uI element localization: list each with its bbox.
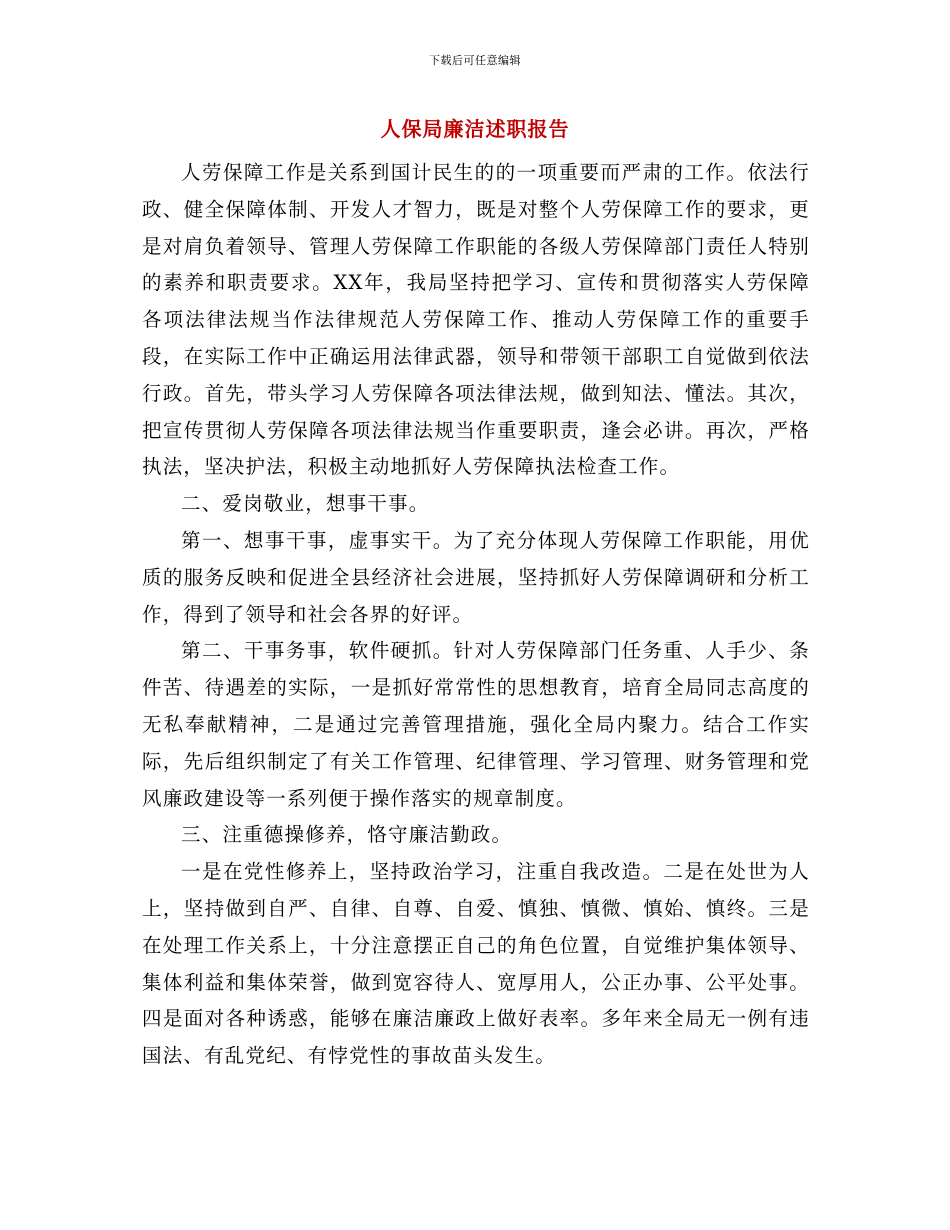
- paragraph: 第一、想事干事，虚事实干。为了充分体现人劳保障工作职能，用优质的服务反映和促进全县经济社会进展，坚持抓好人劳保障调研和分析工作，得到了领导和社会各界的好评。: [142, 528, 810, 626]
- paragraph: 第二、干事务事，软件硬抓。针对人劳保障部门任务重、人手少、条件苦、待遇差的实际，一是抓好常常性的思想教育，培育全局同志高度的无私奉献精神，二是通过完善管理措施，强化全局内聚力。结合工作实际，先后组织制定了有关工作管理、纪律管理、学习管理、财务管理和党风廉政建设等一系列便于操作落实的规章制度。: [142, 639, 810, 810]
- section-heading: 二、爱岗敬业，想事干事。: [181, 492, 430, 516]
- document-title: 人保局廉洁述职报告: [380, 117, 570, 141]
- paragraph: 人劳保障工作是关系到国计民生的的一项重要而严肃的工作。依法行政、健全保障体制、开发人才智力，既是对整个人劳保障工作的要求，更是对肩负着领导、管理人劳保障工作职能的各级人劳保障部门责任人特别的素养和职责要求。XX年，我局坚持把学习、宣传和贯彻落实人劳保障各项法律法规当作法律规范人劳保障工作、推动人劳保障工作的重要手段，在实际工作中正确运用法律武器，领导和带领干部职工自觉做到依法行政。首先，带头学习人劳保障各项法律法规，做到知法、懂法。其次，把宣传贯彻人劳保障各项法律法规当作重要职责，逢会必讲。再次，严格执法，坚决护法，积极主动地抓好人劳保障执法检查工作。: [142, 161, 810, 479]
- document-body: [142, 155, 810, 1075]
- paragraph: 一是在党性修养上，坚持政治学习，注重自我改造。二是在处世为人上，坚持做到自严、自律、自尊、自爱、慎独、慎微、慎始、慎终。三是在处理工作关系上，十分注意摆正自己的角色位置，自觉维护集体领导、集体利益和集体荣誉，做到宽容待人、宽厚用人，公正办事、公平处事。四是面对各种诱惑，能够在廉洁廉政上做好表率。多年来全局无一例有违国法、有乱党纪、有悖党性的事故苗头发生。: [142, 860, 810, 1068]
- section-heading: 三、注重德操修养，恪守廉洁勤政。: [181, 823, 513, 847]
- header-note: 下载后可任意编辑: [429, 54, 521, 67]
